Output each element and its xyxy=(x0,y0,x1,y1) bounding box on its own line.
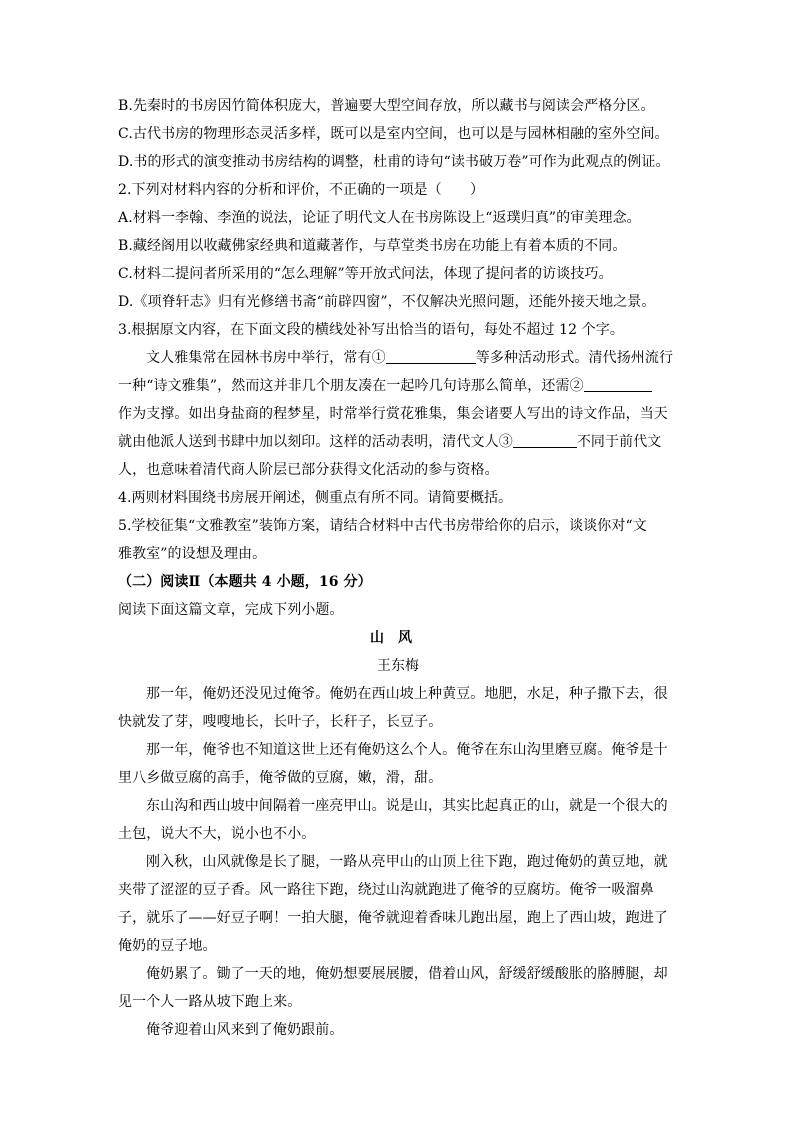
q2-option-a: A.材料一李翰、李渔的说法，论证了明代文人在书房陈设上“返璞归真”的审美理念。 xyxy=(118,210,641,226)
q3-passage-line xyxy=(118,344,678,372)
article-author: 王东梅 xyxy=(376,658,420,674)
article-line: 俺爷迎着山风来到了俺奶跟前。 xyxy=(146,1022,344,1038)
q3-passage-line xyxy=(118,372,678,400)
q3-text: 就由他派人送到书肆中加以刻印。这样的活动表明，清代文人③ xyxy=(118,434,513,450)
article-line: 俺奶的豆子地。 xyxy=(118,938,217,954)
answer-blank-1 xyxy=(386,347,476,364)
q3-text: 文人雅集常在园林书房中举行，常有① xyxy=(146,350,386,366)
article-line: 东山沟和西山坡中间隔着一座亮甲山。说是山，其实比起真正的山，就是一个很大的 xyxy=(146,798,668,814)
q3-text: 一种“诗文雅集”，然而这并非几个朋友凑在一起吟几句诗那么简单，还需② xyxy=(118,378,584,394)
q5-stem: 5.学校征集“文雅教室”装饰方案，请结合材料中古代书房带给你的启示，谈谈你对“文 xyxy=(118,518,647,534)
article-line: 见一个人一路从坡下跑上来。 xyxy=(118,994,302,1010)
document-page xyxy=(118,92,678,1044)
answer-blank-2 xyxy=(584,375,652,392)
q3-stem: 3.根据原文内容，在下面文段的横线处补写出恰当的语句，每处不超过 12 个字。 xyxy=(118,322,624,338)
q2-option-d: D.《项脊轩志》归有光修缮书斋“前辟四窗”，不仅解决光照问题，还能外接天地之景。 xyxy=(118,294,656,310)
q3-passage-line: 作为支撑。如出身盐商的程梦星，时常举行赏花雅集，集会诸要人写出的诗文作品，当天 xyxy=(118,406,668,422)
q5-stem-cont: 雅教室”的设想及理由。 xyxy=(118,546,267,562)
article-line: 刚入秋，山风就像是长了腿，一路从亮甲山的山顶上往下跑，跑过俺奶的黄豆地，就 xyxy=(146,854,668,870)
article-line: 那一年，俺奶还没见过俺爷。俺奶在西山坡上种黄豆。地肥，水足，种子撒下去，很 xyxy=(146,686,668,702)
article-line: 俺奶累了。锄了一天的地，俺奶想要展展腰，借着山风，舒缓舒缓酸胀的胳膊腿，却 xyxy=(146,966,668,982)
q4-stem: 4.两则材料围绕书房展开阐述，侧重点有所不同。请简要概括。 xyxy=(118,490,513,506)
q3-text: 不同于前代文 xyxy=(576,434,662,450)
section-instruction: 阅读下面这篇文章，完成下列小题。 xyxy=(118,602,344,618)
article-line: 夹带了涩涩的豆子香。风一路往下跑，绕过山沟就跑进了俺爷的豆腐坊。俺爷一吸溜鼻 xyxy=(118,882,654,898)
q2-option-b: B.藏经阁用以收藏佛家经典和道藏著作，与草堂类书房在功能上有着本质的不同。 xyxy=(118,238,627,254)
q3-text: 等多种活动形式。清代扬州流行 xyxy=(475,350,674,366)
article-line: 子，就乐了——好豆子啊！一拍大腿，俺爷就迎着香味儿跑出屋，跑上了西山坡，跑进了 xyxy=(118,910,668,926)
article-line: 土包，说大不大，说小也不小。 xyxy=(118,826,316,842)
q1-option-b: B.先秦时的书房因竹简体积庞大，普遍要大型空间存放，所以藏书与阅读会严格分区。 xyxy=(118,98,655,114)
q1-option-d: D.书的形式的演变推动书房结构的调整，杜甫的诗句“读书破万卷”可作为此观点的例证。 xyxy=(118,154,670,170)
article-line: 快就发了芽，嗖嗖地长，长叶子，长秆子，长豆子。 xyxy=(118,714,443,730)
article-title: 山风 xyxy=(370,630,426,646)
article-body xyxy=(118,680,678,1044)
section-heading: （二）阅读Ⅱ（本题共 4 小题，16 分） xyxy=(118,574,372,590)
q1-option-c: C.古代书房的物理形态灵活多样，既可以是室内空间，也可以是与园林相融的室外空间。 xyxy=(118,126,669,142)
article-line: 那一年，俺爷也不知道这世上还有俺奶这么个人。俺爷在东山沟里磨豆腐。俺爷是十 xyxy=(146,742,668,758)
q2-stem: 2.下列对材料内容的分析和评价，不正确的一项是（ ） xyxy=(118,182,485,198)
q3-passage-line xyxy=(118,428,678,456)
q3-passage-line: 人，也意味着清代商人阶层已部分获得文化活动的参与资格。 xyxy=(118,462,499,478)
q2-option-c: C.材料二提问者所采用的“怎么理解”等开放式问法，体现了提问者的访谈技巧。 xyxy=(118,266,613,282)
answer-blank-3 xyxy=(513,431,577,448)
article-line: 里八乡做豆腐的高手，俺爷做的豆腐，嫩，滑，甜。 xyxy=(118,770,443,786)
